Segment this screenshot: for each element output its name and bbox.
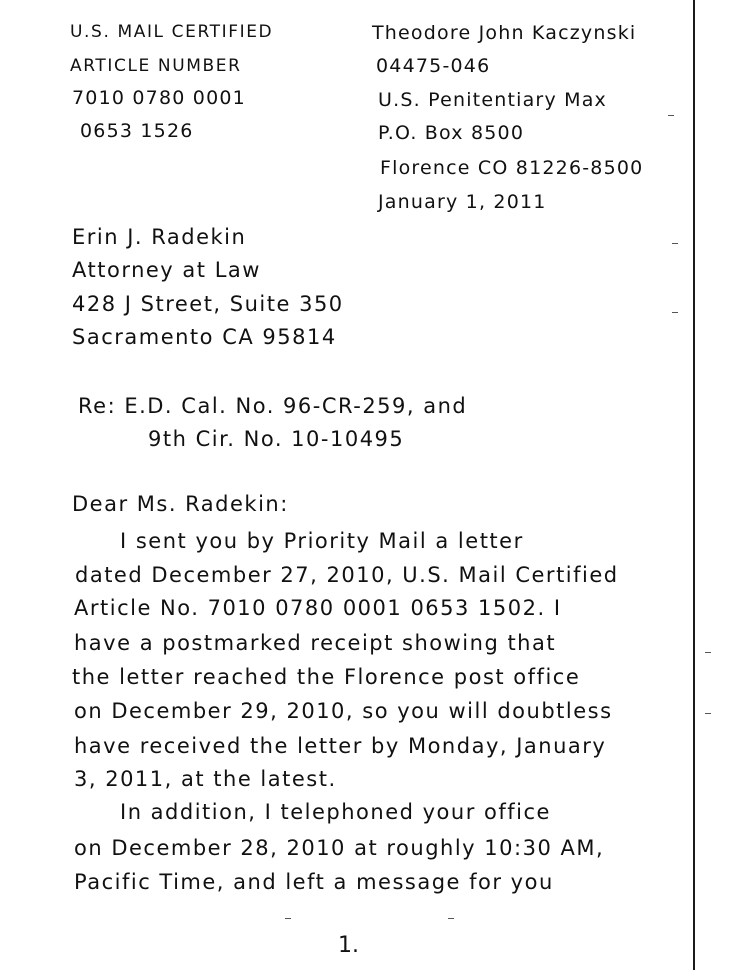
sender-name: Theodore John Kaczynski [372,22,637,44]
sender-id: 04475-046 [376,55,491,77]
recipient-street: 428 J Street, Suite 350 [72,292,344,316]
body-line: Article No. 7010 0780 0001 0653 1502. I [74,596,562,620]
body-line: the letter reached the Florence post office [72,665,581,689]
recipient-city: Sacramento CA 95814 [72,325,337,349]
reference-line-2: 9th Cir. No. 10-10495 [148,427,405,451]
letter-date: January 1, 2011 [378,191,547,213]
body-line: have received the letter by Monday, January [74,734,607,758]
sender-institution: U.S. Penitentiary Max [378,89,608,111]
page-number: 1. [338,933,359,958]
salutation: Dear Ms. Radekin: [72,492,289,516]
scan-speck [668,115,674,116]
page-edge-rule [693,0,695,970]
body-line: have a postmarked receipt showing that [74,631,557,655]
body-line: dated December 27, 2010, U.S. Mail Certified [75,563,619,587]
scan-speck [448,918,454,919]
certified-line-1: U.S. MAIL CERTIFIED [70,22,274,42]
body-line: In addition, I telephoned your office [120,800,551,824]
body-line: on December 28, 2010 at roughly 10:30 AM, [74,836,605,860]
recipient-name: Erin J. Radekin [72,225,247,249]
body-line: on December 29, 2010, so you will doubtless [74,699,613,723]
scan-speck [705,713,711,714]
body-line: Pacific Time, and left a message for you [74,870,554,894]
scan-speck [285,918,291,919]
scan-speck [705,652,711,653]
certified-line-3: 7010 0780 0001 [72,87,246,109]
sender-city: Florence CO 81226-8500 [380,157,644,179]
certified-line-2: ARTICLE NUMBER [70,56,242,76]
certified-line-4: 0653 1526 [80,120,194,142]
body-line: I sent you by Priority Mail a letter [120,529,524,553]
scan-speck [672,243,678,244]
scan-speck [672,312,678,313]
sender-box: P.O. Box 8500 [378,122,525,144]
recipient-title: Attorney at Law [72,258,261,282]
body-line: 3, 2011, at the latest. [74,767,337,791]
reference-line-1: Re: E.D. Cal. No. 96-CR-259, and [78,394,468,418]
